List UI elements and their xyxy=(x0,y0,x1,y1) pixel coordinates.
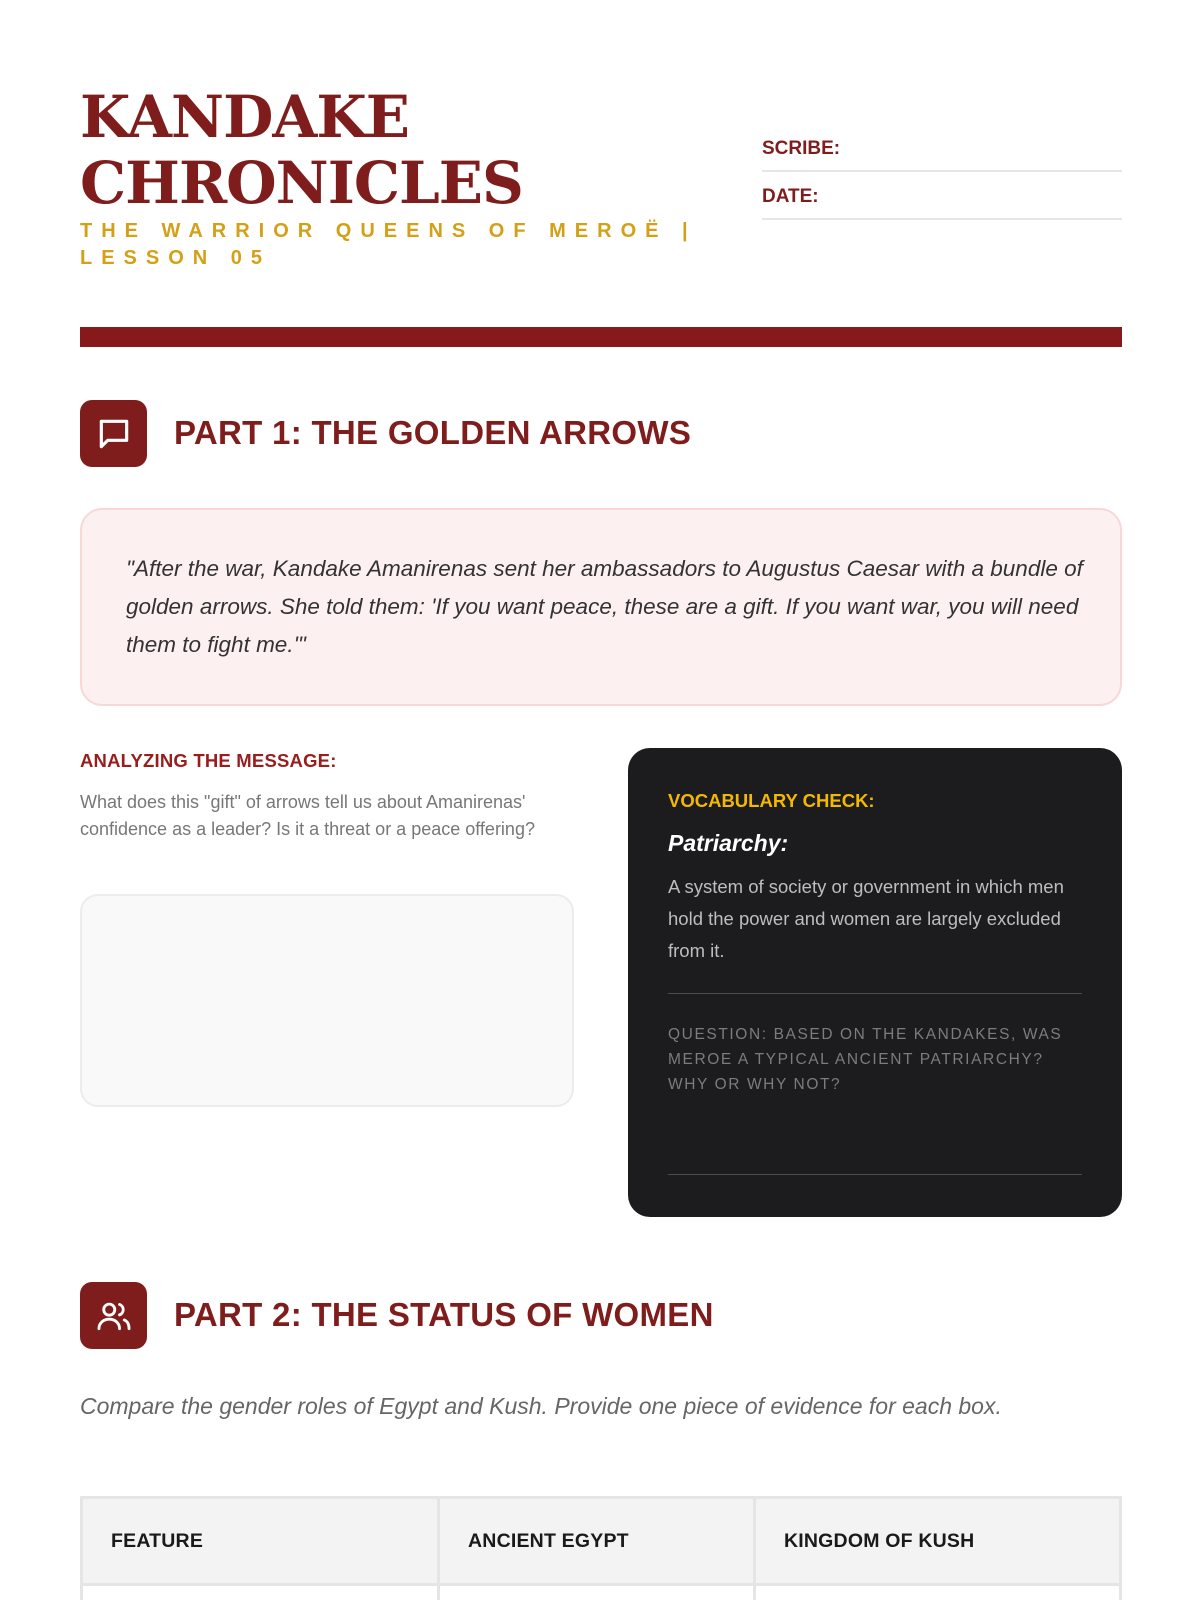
title-line-1: KANDAKE xyxy=(80,83,409,151)
users-icon xyxy=(80,1282,147,1349)
vocab-answer-line[interactable] xyxy=(668,1174,1082,1175)
header-divider xyxy=(80,327,1122,347)
vocab-card xyxy=(628,748,1122,1217)
part1-title: PART 1: THE GOLDEN ARROWS xyxy=(174,414,692,451)
table-cell[interactable] xyxy=(440,1586,753,1600)
part2-title: PART 2: THE STATUS OF WOMEN xyxy=(174,1296,714,1333)
vocab-label: VOCABULARY CHECK: xyxy=(668,790,875,811)
analyze-label: ANALYZING THE MESSAGE: xyxy=(80,750,337,771)
table-header-feature: FEATURE xyxy=(111,1529,204,1552)
vocab-definition: A system of society or government in which men hold the power and women are largely excluded from it. xyxy=(668,876,1064,961)
analyze-prompt: What does this "gift" of arrows tell us about Amanirenas' confidence as a leader? Is it a threat or a peace offering? xyxy=(80,792,535,839)
subtitle-line-2: LESSON 05 xyxy=(80,247,272,269)
quote-box xyxy=(80,508,1122,706)
chat-bubble-icon xyxy=(80,400,147,467)
date-field[interactable] xyxy=(762,172,1122,220)
vocab-question: QUESTION: BASED ON THE KANDAKES, WAS MEROE A TYPICAL ANCIENT PATRIARCHY? WHY OR WHY NOT? xyxy=(668,1026,1063,1093)
worksheet-subtitle xyxy=(80,218,720,272)
date-label: DATE: xyxy=(762,186,819,207)
analyze-answer-box[interactable] xyxy=(80,894,574,1107)
scribe-field[interactable] xyxy=(762,124,1122,172)
worksheet-title xyxy=(80,84,700,216)
subtitle-line-1: THE WARRIOR QUEENS OF MEROË | xyxy=(80,220,697,242)
part2-instructions: Compare the gender roles of Egypt and Kush. Provide one piece of evidence for each box. xyxy=(80,1393,1002,1419)
table-header-kush: KINGDOM OF KUSH xyxy=(784,1529,975,1552)
vocab-divider xyxy=(668,993,1082,994)
table-cell[interactable] xyxy=(756,1586,1119,1600)
table-cell[interactable] xyxy=(83,1586,437,1600)
scribe-label: SCRIBE: xyxy=(762,138,841,159)
comparison-table xyxy=(80,1496,1122,1600)
quote-text: "After the war, Kandake Amanirenas sent her ambassadors to Augustus Caesar with a bundle of golden arrows. She told them: 'If you want peace, these are a gift. If you want war, you will need them to fight me.'" xyxy=(126,556,1083,657)
title-line-2: CHRONICLES xyxy=(80,149,523,217)
vocab-term: Patriarchy: xyxy=(668,830,789,856)
table-header-egypt: ANCIENT EGYPT xyxy=(468,1529,629,1552)
